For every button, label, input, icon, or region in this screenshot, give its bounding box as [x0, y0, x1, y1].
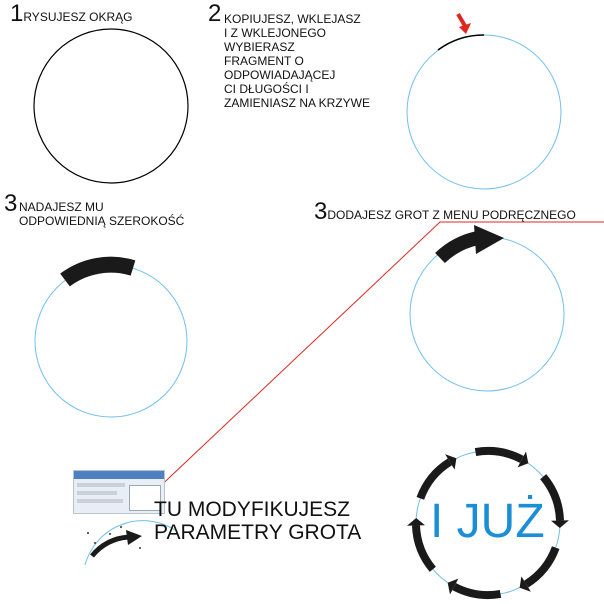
ring-arrow-shaft: [476, 451, 522, 459]
step4-arrow-shaft: [440, 238, 478, 258]
step4-circle: [410, 237, 564, 391]
modify-line: PARAMETRY GROTA: [154, 521, 362, 544]
step-text: ZAMIENIASZ NA KRZYWE: [224, 96, 371, 110]
toolbar-thumbnail: [73, 470, 165, 514]
step-text: I Z WKLEJONEGO: [224, 26, 327, 40]
step-text: FRAGMENT O: [224, 54, 304, 68]
small-arrow: [92, 537, 130, 556]
thumbnail-row: [77, 483, 125, 487]
step3-circle: [35, 265, 187, 417]
small-arrow-head: [126, 530, 142, 545]
step2-fragment: [438, 35, 484, 50]
thumbnail-titlebar: [74, 471, 164, 479]
modify-line: TU MODYFIKUJESZ: [154, 498, 351, 521]
ring-arrow-shaft: [420, 462, 450, 499]
step1-circle: [34, 29, 188, 183]
step-text: CI DŁUGOŚCI I: [224, 82, 309, 96]
step3-thick-segment: [65, 265, 133, 280]
step-text: RYSUJESZ OKRĄG: [23, 10, 133, 24]
step2-circle: [407, 35, 561, 189]
thumbnail-row: [77, 499, 123, 503]
step-text: DODAJESZ GROT Z MENU PODRĘCZNEGO: [327, 208, 576, 222]
step-number: 1: [10, 0, 24, 27]
step-number: 3: [314, 198, 328, 225]
step-1: [10, 2, 133, 26]
step-text: KOPIUJESZ, WKLEJASZ: [224, 12, 361, 26]
step-number: 3: [4, 190, 18, 217]
modify-note: [154, 498, 361, 544]
ring-arrow-head: [551, 520, 569, 528]
red-arrow-icon: [458, 14, 471, 34]
step-text: ODPOWIEDNIĄ SZEROKOŚĆ: [19, 214, 185, 228]
step-2: [208, 0, 371, 110]
ring-arrow-shaft: [526, 548, 556, 585]
step-text: NADAJESZ MU: [19, 200, 104, 214]
step-3b: [314, 200, 576, 224]
final-label: I JUŻ: [430, 495, 545, 548]
ring-arrow-head: [407, 518, 425, 526]
step-text: ODPOWIADAJĄCEJ: [224, 68, 336, 82]
thumbnail-row: [77, 491, 117, 495]
step4-arrow-head: [474, 225, 504, 254]
step-number: 2: [208, 0, 222, 27]
pointer-line: [152, 222, 604, 494]
step-text: WYBIERASZ: [224, 40, 295, 54]
step-3a: [4, 190, 185, 228]
ring-arrow-shaft: [454, 587, 500, 595]
